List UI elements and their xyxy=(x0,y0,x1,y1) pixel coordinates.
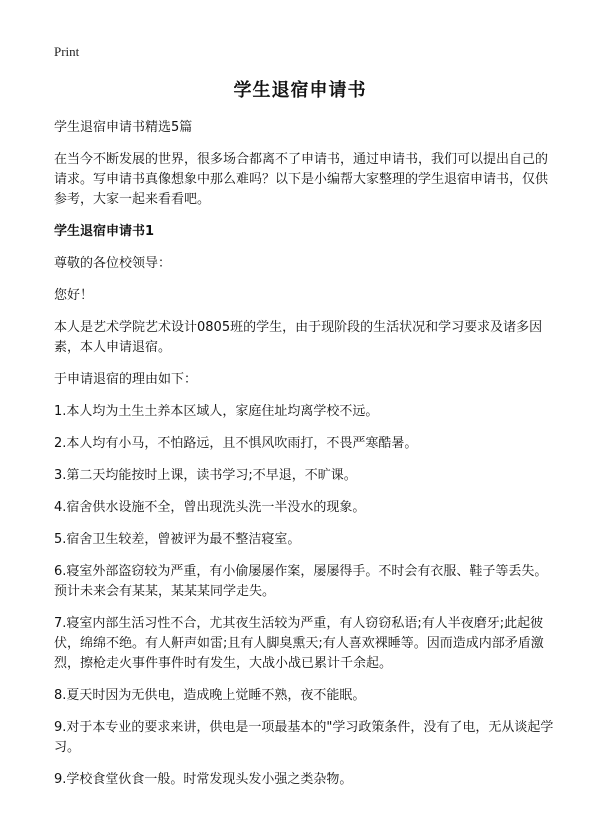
reason-item: 7.寝室内部生活习性不合，尤其夜生活较为严重，有人窃窃私语;有人半夜磨牙;此起彼伏，绵绵不绝。有人鼾声如雷;且有人脚臭熏天;有人喜欢裸睡等。因而造成内部矛盾激烈，擦枪走火事件事件时有发生，大战小战已累计千余起。 xyxy=(54,616,544,671)
reasons-lead: 于申请退宿的理由如下： xyxy=(54,372,198,387)
reason-item: 9.学校食堂伙食一般。时常发现头发小强之类杂物。 xyxy=(54,772,353,787)
reason-item: 3.第二天均能按时上课，读书学习;不早退，不旷课。 xyxy=(54,468,357,483)
reason-item: 5.宿舍卫生较差，曾被评为最不整洁寝室。 xyxy=(54,532,301,547)
intro-paragraph: 在当今不断发展的世界，很多场合都离不了申请书，通过申请书，我们可以提出自己的请求。写申请书真像想象中那么难吗？以下是小编帮大家整理的学生退宿申请书，仅供参考，大家一起来看看吧。 xyxy=(54,152,549,207)
section-heading: 学生退宿申请书1 xyxy=(54,224,155,239)
reason-item: 8.夏天时因为无供电，造成晚上觉睡不熟，夜不能眠。 xyxy=(54,688,366,703)
reason-item: 2.本人均有小马，不怕路远，且不惧风吹雨打，不畏严寒酷暑。 xyxy=(54,436,418,451)
document-body xyxy=(54,118,554,802)
reason-item: 9.对于本专业的要求来讲，供电是一项最基本的"学习政策条件，没有了电，无从谈起学习。 xyxy=(54,720,554,755)
greeting: 您好！ xyxy=(54,288,94,303)
document-title: 学生退宿申请书 xyxy=(233,80,367,101)
document-subtitle: 学生退宿申请书精选5篇 xyxy=(54,120,193,135)
salutation: 尊敬的各位校领导： xyxy=(54,256,172,271)
print-label: Print xyxy=(54,44,80,59)
reason-item: 4.宿舍供水设施不全，曾出现洗头洗一半没水的现象。 xyxy=(54,500,366,515)
reason-item: 1.本人均为土生土养本区域人，家庭住址均离学校不远。 xyxy=(54,404,379,419)
self-intro-paragraph: 本人是艺术学院艺术设计0805班的学生，由于现阶段的生活状况和学习要求及诸多因素，本人申请退宿。 xyxy=(54,320,543,355)
reason-item: 6.寝室外部盗窃较为严重，有小偷屡屡作案，屡屡得手。不时会有衣服、鞋子等丢失。预计未来会有某某，某某某同学走失。 xyxy=(54,564,548,599)
